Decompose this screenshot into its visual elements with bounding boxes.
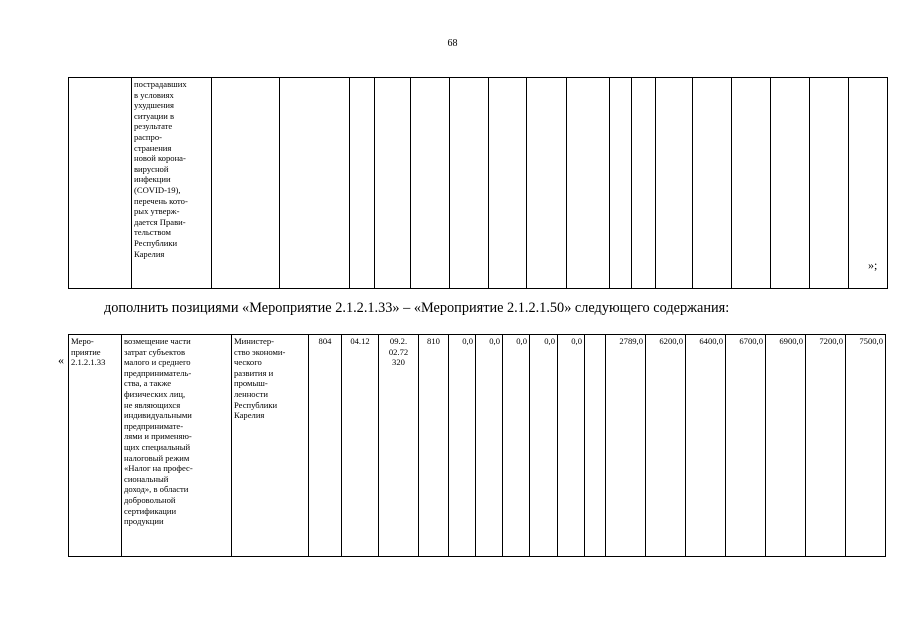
value-cell: 6400,0 [686, 335, 726, 557]
value-cell: 0,0 [449, 335, 476, 557]
value-cell: 6700,0 [726, 335, 766, 557]
table-cell [585, 335, 606, 557]
value-cell: 6200,0 [646, 335, 686, 557]
value-cell: 2789,0 [606, 335, 646, 557]
table-cell [450, 78, 489, 289]
table-cell [375, 78, 411, 289]
grbs-cell: 804 [309, 335, 342, 557]
executor-cell: Министер- ство экономи- ческого развития и промыш- ленности Республики Карелия [232, 335, 309, 557]
table-cell [632, 78, 656, 289]
page-number: 68 [447, 38, 458, 49]
table-cell [732, 78, 771, 289]
table-cell [656, 78, 693, 289]
table-cell [69, 78, 132, 289]
instruction-text: дополнить позициями «Мероприятие 2.1.2.1.33» – «Мероприятие 2.1.2.1.50» следующего содержания: [104, 300, 730, 316]
status-cell: Меро- приятие 2.1.2.1.33 [69, 335, 122, 557]
table-cell [489, 78, 527, 289]
value-cell: 7200,0 [806, 335, 846, 557]
table-cell [693, 78, 732, 289]
value-cell: 7500,0 [846, 335, 886, 557]
value-cell: 6900,0 [766, 335, 806, 557]
table-cell [771, 78, 810, 289]
csr-cell: 09.2. 02.72 320 [379, 335, 419, 557]
rzpr-cell: 04.12 [342, 335, 379, 557]
value-cell: 0,0 [558, 335, 585, 557]
opening-quote-mark: « [58, 353, 64, 367]
value-cell: 0,0 [503, 335, 530, 557]
table-cell [411, 78, 450, 289]
value-cell: 0,0 [476, 335, 503, 557]
name-cell: возмещение части затрат субъектов малого и среднего предприниматель- ства, а также физических лиц, не являющихся индивидуальными предпринимате- лями и применяю- щих специальный налоговый режим «Налог на профес- сиональный доход», в области добровольной сертификации продукции [122, 335, 232, 557]
closing-quote-mark: »; [868, 258, 878, 272]
table-cell [350, 78, 375, 289]
vr-cell: 810 [419, 335, 449, 557]
table-cell [280, 78, 350, 289]
table-cell [212, 78, 280, 289]
table-cell [610, 78, 632, 289]
table-cell [810, 78, 849, 289]
table-cell [567, 78, 610, 289]
table-cell [849, 78, 888, 289]
table-row [69, 335, 886, 557]
table-cell [527, 78, 567, 289]
value-cell: 0,0 [530, 335, 558, 557]
table-new-positions [68, 334, 886, 557]
table-continuation [68, 77, 888, 289]
table-cell-text: пострадавших в условиях ухудшения ситуации в результате распро- странения новой корона- вирусной инфекции (COVID-19), перечень кото- рых утверж- дается Прави- тельством Республики Карелия [132, 78, 212, 289]
table-row [69, 78, 888, 289]
